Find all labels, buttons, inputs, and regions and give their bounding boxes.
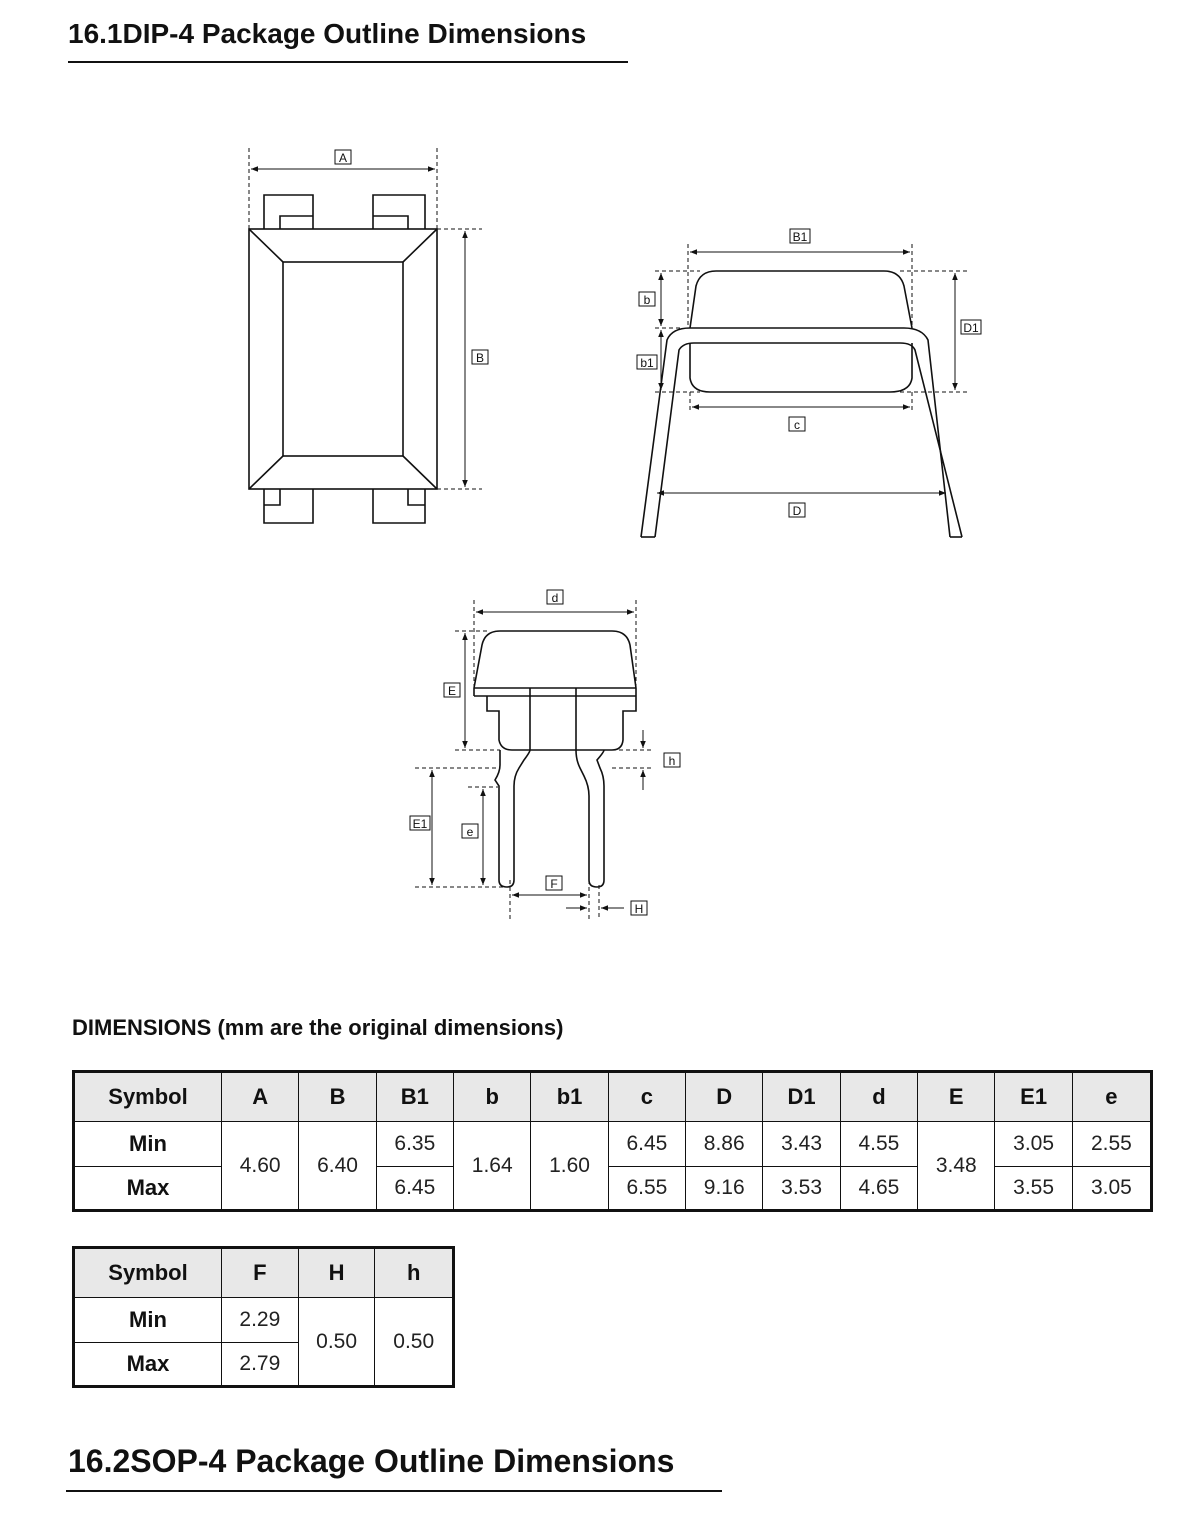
value-B: 6.40 (299, 1122, 376, 1211)
value-d-min: 4.55 (840, 1122, 917, 1167)
value-D1-max: 3.53 (763, 1167, 840, 1211)
end-view (412, 600, 652, 920)
table-row-min (74, 1122, 1152, 1167)
title-underline (66, 1490, 722, 1492)
value-E1-min: 3.05 (995, 1122, 1072, 1167)
header-cell: Symbol (74, 1072, 222, 1122)
value-c-min: 6.45 (608, 1122, 685, 1167)
row-label-max: Max (74, 1167, 222, 1211)
label-B1: B1 (792, 230, 808, 244)
label-h: h (668, 754, 676, 768)
label-D1: D1 (963, 321, 979, 335)
value-F-min: 2.29 (222, 1298, 299, 1343)
section-title-dip4: 16.1DIP-4 Package Outline Dimensions (68, 18, 587, 49)
value-D-max: 9.16 (686, 1167, 763, 1211)
dimensions-table-2 (72, 1246, 455, 1388)
dimensions-table-1 (72, 1070, 1153, 1212)
header-cell: h (375, 1248, 454, 1298)
value-b: 1.64 (454, 1122, 531, 1211)
header-cell: b (454, 1072, 531, 1122)
header-cell: A (222, 1072, 299, 1122)
header-cell: d (840, 1072, 917, 1122)
top-view (249, 148, 485, 523)
label-E: E (447, 684, 457, 698)
label-e: e (466, 825, 474, 839)
header-cell: b1 (531, 1072, 608, 1122)
side-view (641, 244, 968, 537)
row-label-min: Min (74, 1122, 222, 1167)
value-b1: 1.60 (531, 1122, 608, 1211)
value-E: 3.48 (918, 1122, 995, 1211)
section-title-sop4: 16.2SOP-4 Package Outline Dimensions (68, 1443, 675, 1479)
header-cell: E1 (995, 1072, 1072, 1122)
dimensions-title: DIMENSIONS (mm are the original dimensions) (72, 1015, 564, 1040)
header-cell: B1 (376, 1072, 453, 1122)
value-e-max: 3.05 (1072, 1167, 1151, 1211)
value-B1-max: 6.45 (376, 1167, 453, 1211)
label-H: H (634, 902, 644, 916)
header-cell: c (608, 1072, 685, 1122)
header-cell: B (299, 1072, 376, 1122)
value-c-max: 6.55 (608, 1167, 685, 1211)
label-b1: b1 (640, 356, 654, 370)
value-h: 0.50 (375, 1298, 454, 1387)
value-B1-min: 6.35 (376, 1122, 453, 1167)
label-c: c (794, 418, 800, 432)
value-e-min: 2.55 (1072, 1122, 1151, 1167)
table-header-row (74, 1248, 454, 1298)
label-b: b (643, 293, 651, 307)
label-F: F (550, 877, 558, 891)
label-B: B (475, 351, 485, 365)
header-cell: e (1072, 1072, 1151, 1122)
label-d: d (551, 591, 559, 605)
value-D-min: 8.86 (686, 1122, 763, 1167)
header-cell: Symbol (74, 1248, 222, 1298)
value-d-max: 4.65 (840, 1167, 917, 1211)
header-cell: E (918, 1072, 995, 1122)
value-D1-min: 3.43 (763, 1122, 840, 1167)
table-row-min (74, 1298, 454, 1343)
table-header-row (74, 1072, 1152, 1122)
row-label-min: Min (74, 1298, 222, 1343)
header-cell: D (686, 1072, 763, 1122)
header-cell: D1 (763, 1072, 840, 1122)
header-cell: F (222, 1248, 299, 1298)
value-H: 0.50 (298, 1298, 375, 1387)
label-D: D (792, 504, 802, 518)
label-A: A (338, 151, 348, 165)
label-E1: E1 (412, 817, 428, 831)
row-label-max: Max (74, 1343, 222, 1387)
header-cell: H (298, 1248, 375, 1298)
value-E1-max: 3.55 (995, 1167, 1072, 1211)
value-A: 4.60 (222, 1122, 299, 1211)
value-F-max: 2.79 (222, 1343, 299, 1387)
